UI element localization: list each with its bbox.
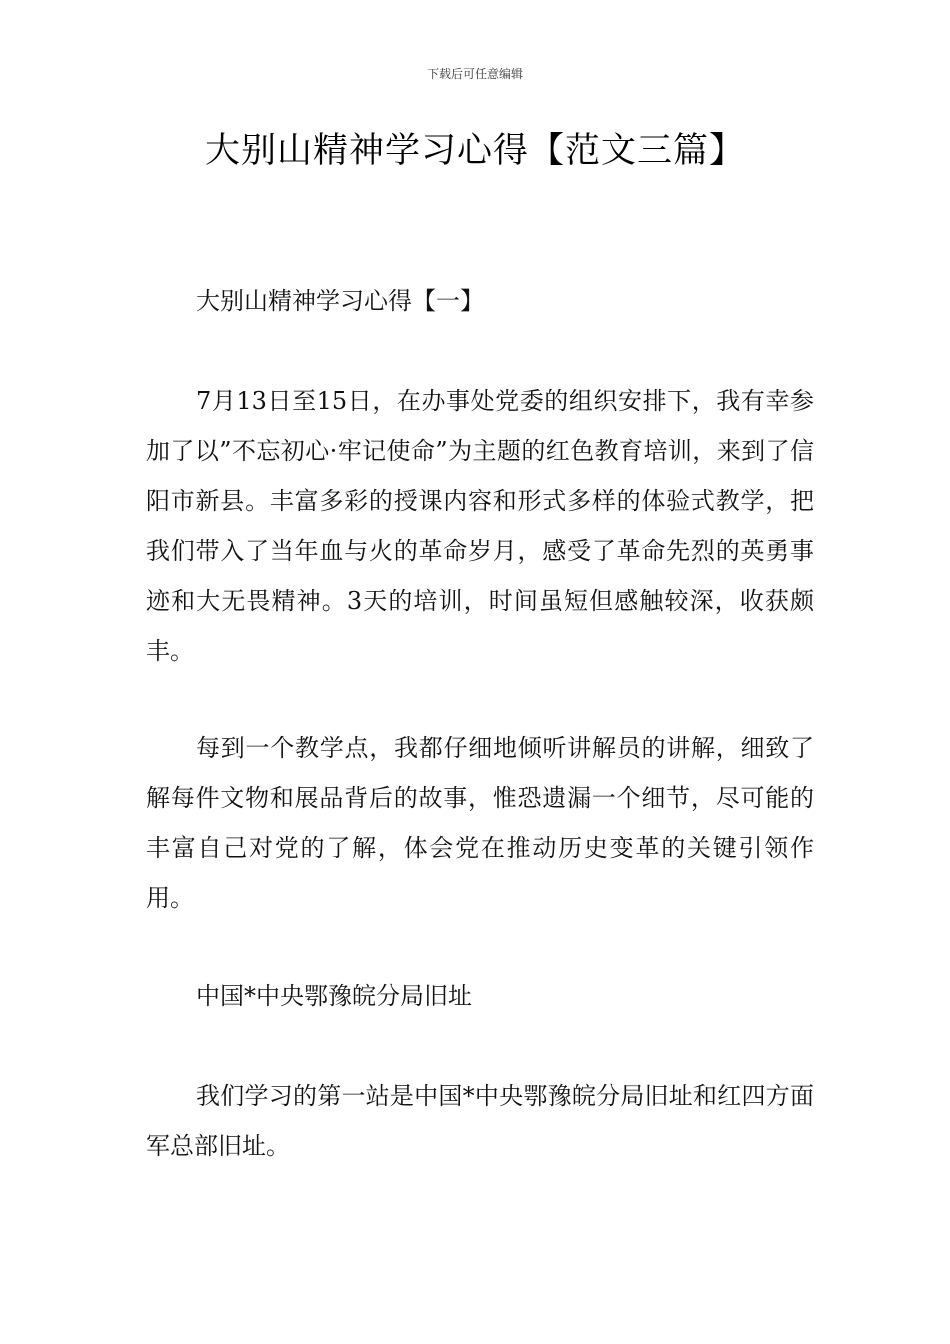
document-title: 大别山精神学习心得【范文三篇】	[204, 131, 745, 171]
paragraph-3: 我们学习的第一站是中国*中央鄂豫皖分局旧址和红四方面军总部旧址。	[146, 1082, 814, 1160]
paragraph-2: 每到一个教学点，我都仔细地倾听讲解员的讲解，细致了解每件文物和展品背后的故事，惟恐遗漏一个细节，尽可能的丰富自己对党的了解，体会党在推动历史变革的关键引领作用。	[146, 734, 814, 912]
paragraph-1: 7月13日至15日，在办事处党委的组织安排下，我有幸参加了以”不忘初心·牢记使命”为主题的红色教育培训，来到了信阳市新县。丰富多彩的授课内容和形式多样的体验式教学，把我们带入了当年血与火的革命岁月，感受了革命先烈的英勇事迹和大无畏精神。3天的培训，时间虽短但感触较深，收获颇丰。	[146, 387, 814, 665]
sub-heading: 中国*中央鄂豫皖分局旧址	[196, 982, 472, 1010]
header-note: 下载后可任意编辑	[426, 67, 523, 81]
section-title: 大别山精神学习心得【一】	[196, 287, 484, 315]
